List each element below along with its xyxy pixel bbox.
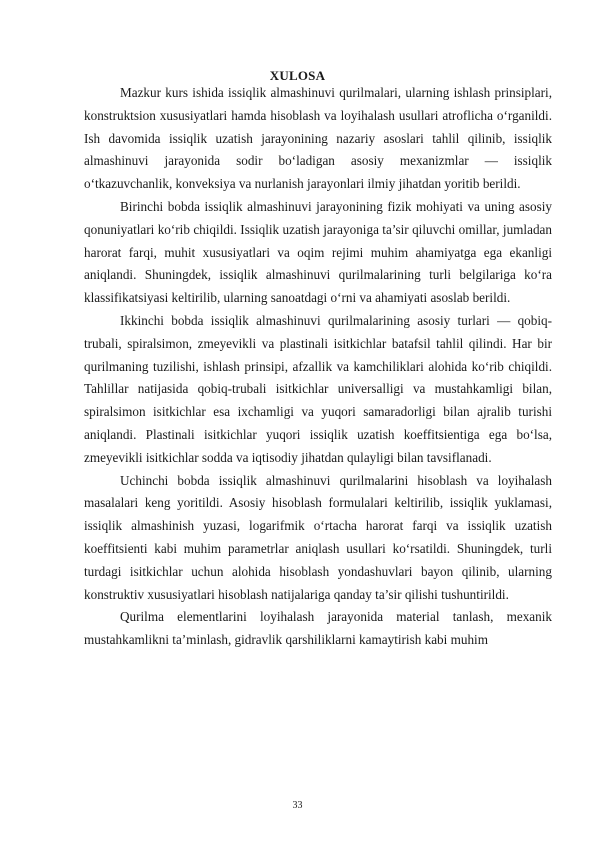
paragraph-chapter-one: Birinchi bobda issiqlik almashinuvi jarayonining fizik mohiyati va uning asosiy qonuniyatlari ko‘rib chiqildi. Issiqlik uzatish jarayoniga ta’sir qiluvchi omillar, jumladan harorat farqi, muhit xususiyatlari va oqim rejimi muhim ahamiyatga ega ekanligi aniqlandi. Shuningdek, issiqlik almashinuvi qurilmalarining turli belgilariga ko‘ra klassifikatsiyasi keltirilib, ularning sanoatdagi o‘rni va ahamiyati asoslab berildi.	[84, 198, 552, 306]
page-number: 33	[292, 800, 303, 811]
page-title: XULOSA	[269, 68, 326, 83]
paragraph-introduction: Mazkur kurs ishida issiqlik almashinuvi qurilmalari, ularning ishlash prinsiplari, konstruktsion xususiyatlari hamda hisoblash va loyihalash usullari atroflicha o‘rganildi. Ish davomida issiqlik uzatish jarayonining nazariy asoslari tahlil qilinib, issiqlik almashinuvi jarayonida sodir bo‘ladigan asosiy mexanizmlar — issiqlik o‘tkazuvchanlik, konveksiya va nurlanish jarayonlari ilmiy jihatdan yoritib berildi.	[84, 85, 552, 192]
paragraph-chapter-three: Uchinchi bobda issiqlik almashinuvi qurilmalarini hisoblash va loyihalash masalalari keng yoritildi. Asosiy hisoblash formulalari keltirilib, issiqlik yuklamasi, issiqlik almashinish yuzasi, logarifmik o‘rtacha harorat farqi va issiqlik uzatish koeffitsienti kabi muhim parametrlar aniqlash usullari ko‘rsatildi. Shuningdek, turli turdagi isitkichlar uchun alohida hisoblash yondashuvlari bayon qilinib, ularning konstruktiv xususiyatlari hisoblash natijalariga qanday ta’sir qilishi tushuntirildi.	[84, 472, 552, 602]
document-body	[84, 82, 552, 652]
paragraph-chapter-two: Ikkinchi bobda issiqlik almashinuvi qurilmalarining asosiy turlari — qobiq-trubali, spiralsimon, zmeyevikli va plastinali isitkichlar batafsil tahlil qilindi. Har bir qurilmaning tuzilishi, ishlash prinsipi, afzallik va kamchiliklari alohida ko‘rib chiqildi. Tahlillar natijasida qobiq-trubali isitkichlar universalligi va mustahkamligi bilan, spiralsimon isitkichlar esa ixchamligi va yuqori samaradorligi bilan ajralib turishi aniqlandi. Plastinali isitkichlar yuqori issiqlik uzatish koeffitsientiga ega bo‘lsa, zmeyevikli isitkichlar sodda va iqtisodiy jihatdan qulayligi bilan tavsiflanadi.	[84, 312, 552, 465]
paragraph-design-elements: Qurilma elementlarini loyihalash jarayonida material tanlash, mexanik mustahkamlikni ta’minlash, gidravlik qarshiliklarni kamaytirish kabi muhim	[84, 609, 552, 648]
